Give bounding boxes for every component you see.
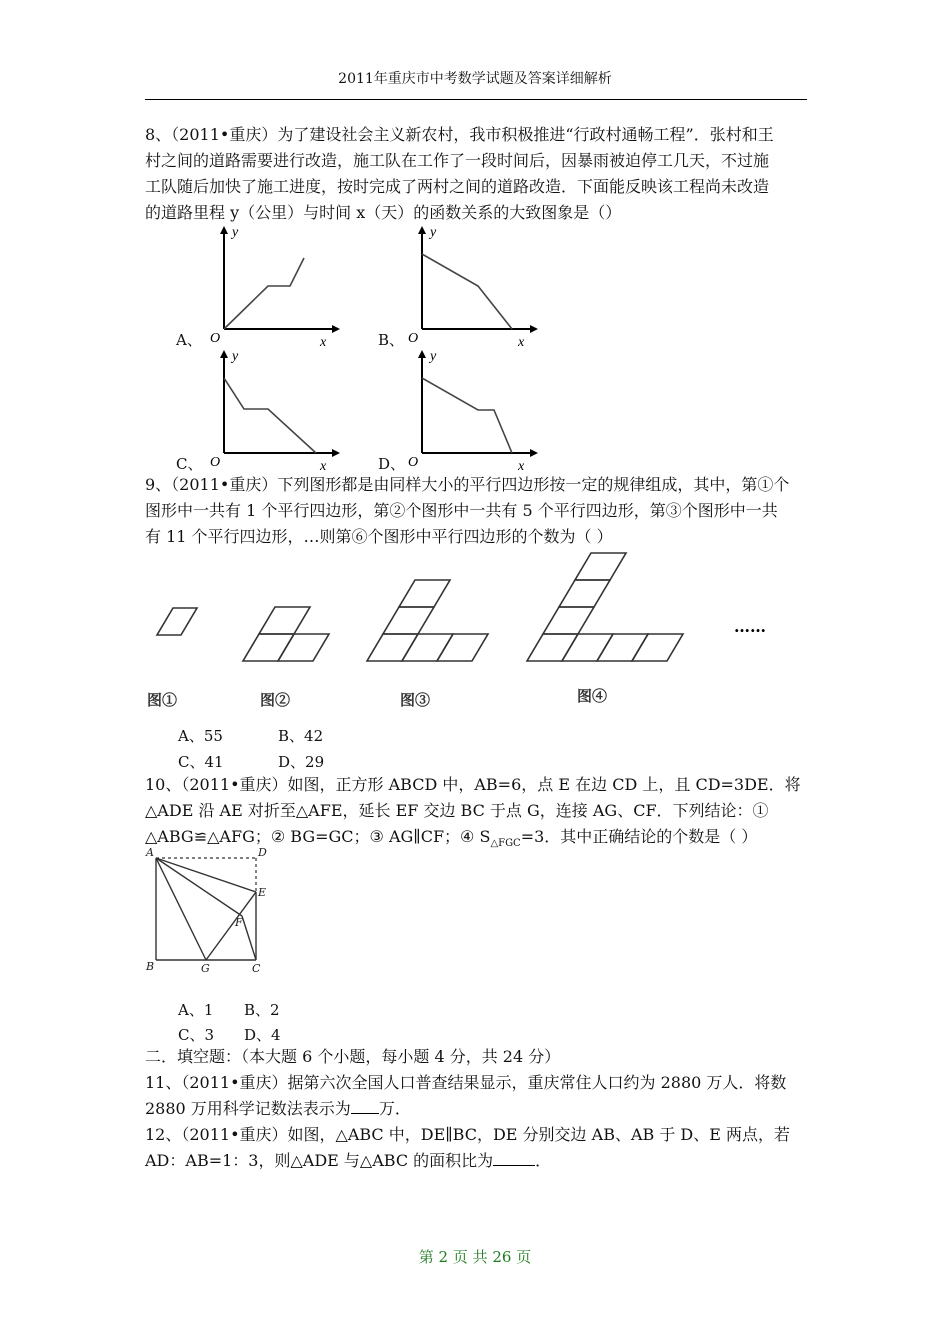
q8-option-d-label: D、 [378, 455, 406, 473]
q8-graph-a-x: x [320, 335, 327, 349]
q8-graph-a-y: y [232, 225, 239, 240]
q10-option-a: A、1 [178, 1001, 214, 1019]
q9-line-2: 图形中一共有 1 个平行四边形，第②个图形中一共有 5 个平行四边形，第③个图形中一共 [145, 501, 778, 520]
q10-line-3: △ABG≌△AFG；② BG=GC；③ AG∥CF；④ $S_{\triangle FGC}=3$．其中正确结论的个数是（ ） [145, 827, 758, 850]
q8-graph-d-origin: O [408, 455, 419, 470]
q8-graph-c-origin: O [210, 455, 221, 470]
q12-line-2: AD：AB=1：3，则△ADE 与△ABC 的面积比为 ． [145, 1151, 552, 1170]
q10-point-b: B [146, 960, 155, 973]
q10-line-1: 10、（2011•重庆）如图，正方形 ABCD 中，AB=6，点 E 在边 CD 上，且 CD=3DE．将 [145, 775, 801, 794]
q8-graph-d-x: x [518, 459, 525, 473]
q9-line-3: 有 11 个平行四边形，…则第⑥个图形中平行四边形的个数为（ ） [145, 527, 613, 546]
q8-line-2: 村之间的道路需要进行改造，施工队在工作了一段时间后，因暴雨被迫停工几天，不过施 [145, 151, 770, 170]
q8-graph-b-x: x [518, 335, 525, 349]
q9-option-d: D、29 [278, 753, 325, 771]
q8-option-a-label: A、 [176, 331, 202, 349]
q8-graph-b-y: y [430, 225, 437, 240]
q9-fig3-label: 图③ [400, 691, 431, 709]
q10-option-b: B、2 [244, 1001, 280, 1019]
q9-fig4-label: 图④ [577, 687, 608, 705]
q8-graph-c-y: y [232, 349, 239, 364]
q9-fig2-label: 图② [260, 691, 291, 709]
q10-point-f: F [235, 916, 243, 929]
q8-line-3: 工队随后加快了施工进度，按时完成了两村之间的道路改造．下面能反映该工程尚未改造 [145, 177, 770, 196]
q10-point-e: E [258, 886, 267, 899]
q9-figure [140, 545, 780, 715]
q12-answer-blank[interactable] [493, 1151, 535, 1166]
q11-answer-blank[interactable] [351, 1099, 379, 1114]
page-footer: 第 2 页 共 26 页 [418, 1248, 532, 1266]
q10-option-d: D、4 [244, 1026, 281, 1044]
q8-graph-c [200, 348, 340, 473]
page-header: 2011年重庆市中考数学试题及答案详细解析 [338, 71, 612, 87]
q9-line-1: 9、（2011•重庆）下列图形都是由同样大小的平行四边形按一定的规律组成，其中，第①个 [145, 475, 790, 494]
q8-graph-b [398, 224, 538, 349]
q12-line-1: 12、（2011•重庆）如图，△ABC 中，DE∥BC，DE 分别交边 AB、AB 于 D、E 两点，若 [145, 1125, 791, 1144]
q9-ellipsis: …… [734, 617, 766, 636]
q9-fig1-label: 图① [147, 691, 178, 709]
q8-line-4: 的道路里程 y（公里）与时间 x（天）的函数关系的大致图象是（） [145, 203, 622, 222]
q8-option-c-label: C、 [176, 455, 203, 473]
q11-line-1: 11、（2011•重庆）据第六次全国人口普查结果显示，重庆常住人口约为 2880 万人．将数 [145, 1073, 787, 1092]
q10-point-a: A [146, 846, 154, 859]
q9-option-c: C、41 [178, 753, 224, 771]
q8-line-1: 8、（2011•重庆）为了建设社会主义新农村，我市积极推进“行政村通畅工程”．张村和王 [145, 125, 774, 144]
q8-graph-d [398, 348, 538, 473]
q10-line-2: △ADE 沿 AE 对折至△AFE，延长 EF 交边 BC 于点 G，连接 AG、CF．下列结论：① [145, 801, 769, 820]
q8-graph-a [200, 224, 340, 349]
section-2-title: 二．填空题：（本大题 6 个小题，每小题 4 分，共 24 分） [145, 1047, 561, 1066]
q9-option-a: A、55 [178, 727, 223, 745]
q10-point-g: G [201, 962, 210, 975]
q9-option-b: B、42 [278, 727, 324, 745]
q10-option-c: C、3 [178, 1026, 215, 1044]
q8-graph-a-origin: O [210, 331, 221, 346]
q8-option-b-label: B、 [378, 331, 405, 349]
q11-line-2: 2880 万用科学记数法表示为 万． [145, 1099, 411, 1118]
q10-point-c: C [252, 962, 261, 975]
q8-graph-c-x: x [320, 459, 327, 473]
header-rule [145, 99, 807, 100]
q10-figure [140, 842, 280, 982]
q8-graph-b-origin: O [408, 331, 419, 346]
q8-graph-d-y: y [430, 349, 437, 364]
q10-point-d: D [258, 846, 267, 859]
